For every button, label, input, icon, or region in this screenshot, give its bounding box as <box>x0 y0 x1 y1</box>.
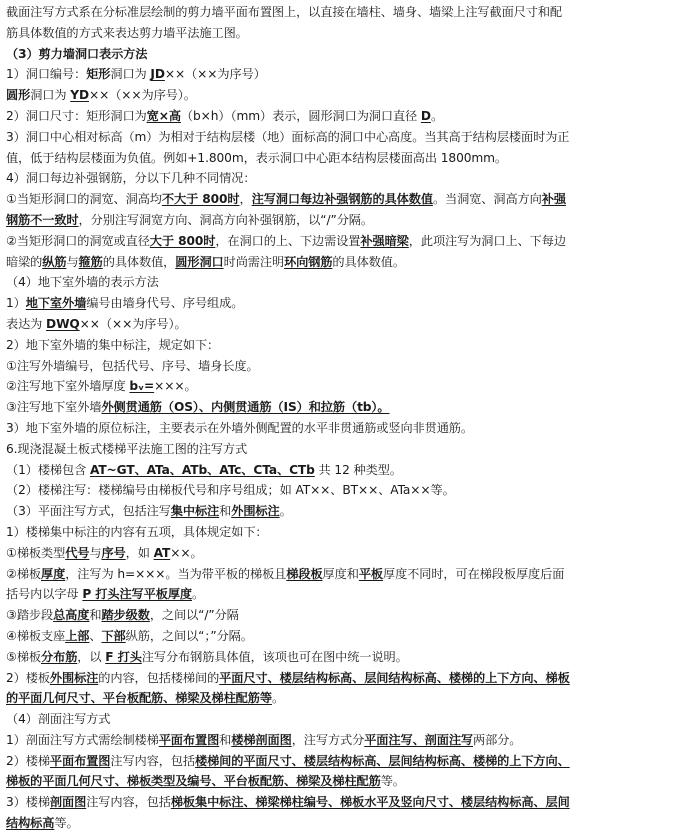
text-segment: 2）楼梯 <box>6 753 50 768</box>
text-line <box>6 626 669 647</box>
text-segment: 截面注写方式系在分标准层绘制的剪力墙平面布置图上，以直接在墙柱、墙身、墙梁上注写截面尺寸和配 <box>6 5 563 19</box>
emphasized-text: DWQ <box>46 316 80 331</box>
text-segment: ②梯板 <box>6 566 42 581</box>
text-line <box>6 813 669 834</box>
emphasized-text: YD <box>70 88 89 103</box>
emphasized-text: 圆形 <box>6 88 31 103</box>
text-line <box>6 231 669 252</box>
text-segment: 和 <box>219 732 232 747</box>
text-line <box>6 252 669 273</box>
emphasized-text: 补强 <box>541 192 566 207</box>
text-line <box>6 460 669 481</box>
text-segment: ①当矩形洞口的洞宽、洞高均 <box>6 192 162 207</box>
text-segment: ，注写为 h=×××。当为带平板的梯板且 <box>65 566 287 581</box>
emphasized-text: AT~GT、ATa、ATb、ATc、CTa、CTb <box>89 462 315 477</box>
text-segment: 厚度不同时，可在梯段板厚度后面 <box>383 566 565 581</box>
text-segment: 时尚需注明 <box>223 254 285 269</box>
emphasized-text: 梯段板 <box>286 566 323 581</box>
text-segment: 的具体数值， <box>102 254 176 269</box>
text-line <box>6 210 669 231</box>
text-segment: 洞口为 <box>30 88 71 103</box>
text-segment: ，之间以“/”分隔 <box>149 608 239 623</box>
text-segment: 1）剖面注写方式需绘制楼梯 <box>6 732 159 747</box>
emphasized-text: 总高度 <box>53 608 90 623</box>
text-segment: 。 <box>271 691 285 706</box>
text-segment: ②注写地下室外墙厚度 <box>6 379 130 394</box>
text-line <box>6 106 669 127</box>
emphasized-text: 环向钢筋 <box>284 254 333 269</box>
text-segment: 1）洞口编号： <box>6 67 87 82</box>
emphasized-text: 纵筋 <box>42 254 67 269</box>
emphasized-text: 平面注写、剖面注写 <box>364 732 474 747</box>
text-line <box>6 668 669 689</box>
text-line <box>6 397 669 418</box>
emphasized-text: 大于 800时 <box>149 233 216 248</box>
emphasized-text: 矩形 <box>86 67 111 82</box>
emphasized-text: 钢筋不一致时 <box>6 212 79 227</box>
text-segment: ××（××为序号）。 <box>88 88 196 103</box>
emphasized-text: 分布筋 <box>41 649 78 664</box>
text-line <box>6 85 669 106</box>
text-line <box>6 356 669 377</box>
emphasized-text: 不大于 800时 <box>161 192 240 207</box>
text-segment: ××（××为序号） <box>164 67 266 82</box>
emphasized-text: 下部 <box>101 628 126 643</box>
text-segment: 两部分。 <box>473 732 522 747</box>
text-line <box>6 2 669 23</box>
text-segment: 纵筋，之间以“；”分隔。 <box>125 628 253 643</box>
text-segment: 、 <box>89 628 102 643</box>
emphasized-text: 剖面图 <box>49 795 87 810</box>
text-segment: 。 <box>192 587 205 602</box>
emphasized-text: 楼梯间的平面尺寸、楼层结构标高、层间结构标高、楼梯的上下方向、 <box>194 753 570 768</box>
text-line <box>6 148 669 169</box>
text-segment: 等。 <box>54 816 79 831</box>
emphasized-text: 厚度 <box>41 566 66 581</box>
text-segment: 1）楼梯集中标注的内容有五项，具体规定如下： <box>6 524 268 539</box>
emphasized-text: P 打头注写平板厚度 <box>82 587 192 602</box>
emphasized-text: 上部 <box>65 628 90 643</box>
text-segment: 筋具体数值的方式来表达剪力墙平法施工图。 <box>6 25 248 40</box>
text-line <box>6 168 669 189</box>
emphasized-text: 圆形洞口 <box>175 254 224 269</box>
emphasized-text: 梯板集中标注、梯梁梯柱编号、梯板水平及竖向尺寸、楼层结构标高、层间 <box>170 795 570 810</box>
text-line <box>6 376 669 397</box>
text-segment: 的具体数值。 <box>332 254 405 269</box>
text-line <box>6 771 669 792</box>
emphasized-text: JD <box>150 67 165 82</box>
text-segment: ，在洞口的上、下边需设置 <box>215 233 361 248</box>
text-segment: ③踏步段 <box>6 608 54 623</box>
emphasized-text: 代号 <box>65 545 90 560</box>
text-line <box>6 647 669 668</box>
text-segment: ⑤梯板 <box>6 649 42 664</box>
text-segment: ，此项注写为洞口上、下每边 <box>408 233 566 248</box>
text-segment: ①注写外墙编号，包括代号、序号、墙身长度。 <box>6 358 259 373</box>
text-line <box>6 23 669 44</box>
emphasized-text: 序号 <box>101 545 126 560</box>
text-line <box>6 439 669 460</box>
text-segment: 注写内容，包括 <box>110 753 195 768</box>
emphasized-text: 平面布置图 <box>158 732 220 747</box>
text-segment: 。当洞宽、洞高方向 <box>432 192 542 207</box>
emphasized-text: D <box>420 108 431 123</box>
emphasized-text: 地下室外墙 <box>25 296 87 311</box>
emphasized-text: bᵥ= <box>129 379 155 394</box>
text-line <box>6 688 669 709</box>
text-line <box>6 335 669 356</box>
emphasized-text: 注写洞口每边补强钢筋的具体数值 <box>251 192 433 207</box>
text-line <box>6 709 669 730</box>
emphasized-text: 箍筋 <box>78 254 103 269</box>
text-segment: （b×h）（mm）表示，圆形洞口为洞口直径 <box>180 108 421 123</box>
text-segment: 和 <box>219 504 232 519</box>
text-line <box>6 64 669 85</box>
emphasized-text: 外围标注 <box>49 670 99 685</box>
text-line <box>6 418 669 439</box>
text-segment: 共 12 种类型。 <box>314 462 402 477</box>
text-line <box>6 605 669 626</box>
text-line <box>6 293 669 314</box>
text-line <box>6 564 669 585</box>
emphasized-text: F 打头 <box>105 649 142 664</box>
text-line <box>6 501 669 522</box>
text-segment: 。 <box>279 504 292 519</box>
text-segment: 与 <box>66 254 79 269</box>
text-line <box>6 44 669 65</box>
text-segment: 4）洞口每边补强钢筋，分以下几种不同情况： <box>6 171 256 186</box>
text-segment: （2）楼梯注写：楼梯编号由梯板代号和序号组成；如 AT××、BT××、ATa××等。 <box>6 483 455 498</box>
text-segment: （1）楼梯包含 <box>6 462 90 477</box>
text-segment: ③注写地下室外墙 <box>6 400 102 415</box>
text-line <box>6 314 669 335</box>
emphasized-text: 平面布置图 <box>49 753 111 768</box>
text-segment: 3）楼梯 <box>6 795 50 810</box>
text-segment: 注写分布钢筋具体值，该项也可在图中统一说明。 <box>141 649 408 664</box>
text-segment: 等。 <box>380 774 405 789</box>
text-segment: 2）洞口尺寸：矩形洞口为 <box>6 108 147 123</box>
text-segment: （4）剖面注写方式 <box>6 712 111 727</box>
emphasized-text: 外侧贯通筋（OS）、内侧贯通筋（IS）和拉筋（tb）。 <box>101 400 390 415</box>
text-segment: 暗梁的 <box>6 254 43 269</box>
text-line <box>6 522 669 543</box>
text-segment: 括号内以字母 <box>6 587 83 602</box>
text-segment: ，如 <box>125 545 154 560</box>
text-segment: 2）楼板 <box>6 670 50 685</box>
text-line <box>6 189 669 210</box>
emphasized-text: 平面尺寸、楼层结构标高、层间结构标高、楼梯的上下方向、梯板 <box>219 670 570 685</box>
text-segment: ， <box>239 192 252 207</box>
text-segment: ×××。 <box>154 379 197 394</box>
emphasized-text: 宽×高 <box>146 108 181 123</box>
text-segment: 6.现浇混凝土板式楼梯平法施工图的注写方式 <box>6 441 248 456</box>
emphasized-text: AT <box>153 545 171 560</box>
text-segment: 表达为 <box>6 316 47 331</box>
text-line <box>6 730 669 751</box>
text-segment: 3）地下室外墙的原位标注，主要表示在外墙外侧配置的水平非贯通筋或竖向非贯通筋。 <box>6 420 473 435</box>
emphasized-text: 结构标高 <box>6 816 55 831</box>
text-segment: 1） <box>6 296 26 311</box>
text-segment: ××。 <box>170 545 203 560</box>
text-segment: 值，低于结构层楼面为负值。例如+1.800m，表示洞口中心距本结构层楼面高出 1800mm。 <box>6 150 508 165</box>
emphasized-text: 梯板的平面几何尺寸、梯板类型及编号、平台板配筋、梯梁及梯柱配筋 <box>6 774 381 789</box>
text-segment: 洞口为 <box>110 67 151 82</box>
text-line <box>6 792 669 813</box>
text-segment: ，分别注写洞宽方向、洞高方向补强钢筋，以“/”分隔。 <box>78 212 373 227</box>
text-segment: 。 <box>430 108 444 123</box>
text-segment: 3）洞口中心相对标高（m）为相对于结构层楼（地）面标高的洞口中心高度。当其高于结构层楼面时为正 <box>6 129 570 144</box>
emphasized-text: 的平面几何尺寸、平台板配筋、梯梁及梯柱配筋等 <box>6 691 272 706</box>
emphasized-text: 踏步级数 <box>101 608 150 623</box>
text-segment: （3）平面注写方式，包括注写 <box>6 504 171 519</box>
text-segment: ④梯板支座 <box>6 628 66 643</box>
emphasized-text: （3）剪力墙洞口表示方法 <box>6 46 148 61</box>
emphasized-text: 补强暗梁 <box>360 233 409 248</box>
text-segment: 与 <box>89 545 102 560</box>
emphasized-text: 集中标注 <box>170 504 220 519</box>
text-segment: 的内容，包括楼梯间的 <box>98 670 220 685</box>
text-segment: 编号由墙身代号、序号组成。 <box>86 296 244 311</box>
text-segment: ，以 <box>77 649 106 664</box>
text-segment: ②当矩形洞口的洞宽或直径 <box>6 233 150 248</box>
emphasized-text: 楼梯剖面图 <box>231 732 292 747</box>
text-line <box>6 751 669 772</box>
text-line <box>6 272 669 293</box>
text-segment: ①梯板类型 <box>6 545 66 560</box>
text-line <box>6 480 669 501</box>
emphasized-text: 外围标注 <box>231 504 280 519</box>
text-segment: ××（××为序号）。 <box>79 316 187 331</box>
text-segment: 厚度和 <box>322 566 359 581</box>
text-segment: 2）地下室外墙的集中标注，规定如下： <box>6 337 220 352</box>
text-line <box>6 543 669 564</box>
emphasized-text: 平板 <box>358 566 383 581</box>
text-line <box>6 584 669 605</box>
text-segment: 和 <box>89 608 102 623</box>
text-segment: （4）地下室外墙的表示方法 <box>6 275 159 290</box>
text-line <box>6 127 669 148</box>
text-segment: 注写内容，包括 <box>86 795 171 810</box>
text-segment: ，注写方式分 <box>291 732 365 747</box>
